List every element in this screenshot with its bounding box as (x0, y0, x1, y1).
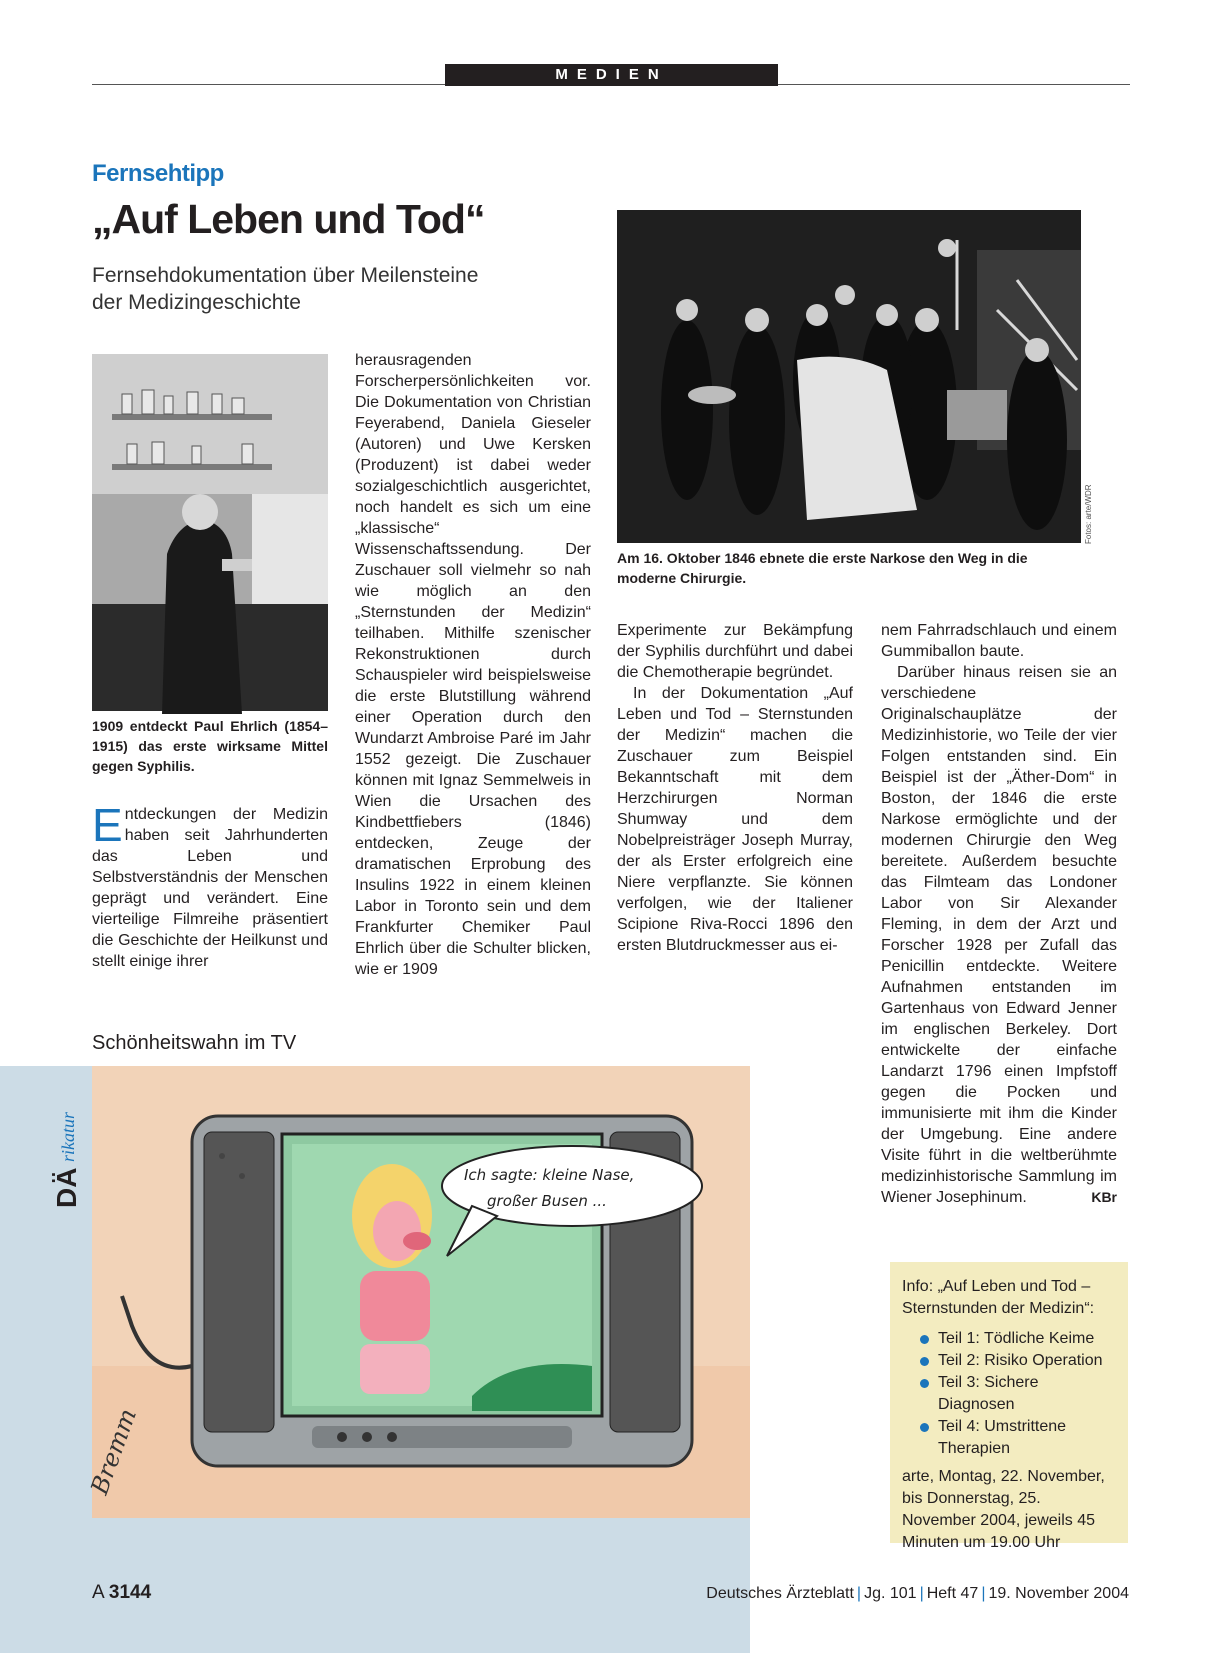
darikatur-logo (48, 1090, 88, 1210)
journal-volume: Jg. 101 (864, 1585, 917, 1602)
photo-first-anesthesia (617, 210, 1081, 543)
episode-label: Teil 2: Risiko Operation (938, 1352, 1103, 1369)
article-kicker: Fernsehtipp (92, 160, 224, 187)
episode-item (916, 1372, 1116, 1416)
speech-line-1: Ich sagte: kleine Nase, (464, 1166, 635, 1184)
column4-paragraph-1: nem Fahrradschlauch und einem Gummiballon baute. (881, 622, 1117, 660)
dropcap: E (92, 799, 123, 851)
column4-paragraph-2 (881, 662, 1117, 1208)
episode-list (902, 1328, 1116, 1460)
darikatur-logo-mark (48, 1090, 88, 1210)
page-number (92, 1582, 151, 1604)
footer-separator: | (919, 1585, 924, 1602)
photo2-caption: Am 16. Oktober 1846 ebnete die erste Narkose den Weg in die moderne Chirurgie. (617, 550, 1028, 586)
column1-text: ntdeckungen der Medizin haben seit Jahrhunderten das Leben und Selbstverständnis der Menschen geprägt und verändert. Eine vierteilige Filmreihe präsentiert die Geschichte der Heilkunst und stellt einige ihrer (92, 806, 328, 970)
cartoon-illustration (85, 1066, 750, 1518)
episode-item (916, 1416, 1116, 1460)
bullet-icon (920, 1379, 929, 1388)
footer-separator: | (981, 1585, 986, 1602)
photo-paul-ehrlich (92, 354, 328, 711)
photo-credit: Fotos: arte/WDR (1084, 484, 1093, 544)
column3-paragraph-2: In der Dokumentation „Auf Leben und Tod – Sternstunden der Medizin“ machen die Zuschauer zum Beispiel Bekanntschaft mit dem Herzchirurgen Norman Shumway und dem Nobelpreisträger Joseph Murray, der als Erster erfolgreich eine Niere verpflanzte. Sie können verfolgen, wie der Italiener Scipione Riva-Rocci 1896 den ersten Blutdruckmesser aus ei- (617, 685, 853, 954)
footer-separator: | (856, 1585, 862, 1602)
journal-name: Deutsches Ärzteblatt (706, 1585, 854, 1602)
episode-item (916, 1328, 1116, 1350)
photo1-caption: 1909 entdeckt Paul Ehrlich (1854–1915) das erste wirksame Mittel gegen Syphilis. (92, 718, 328, 774)
page-prefix: A (92, 1582, 104, 1603)
issue-date: 19. November 2004 (988, 1585, 1129, 1602)
logo-sub-text: rikatur (58, 1111, 78, 1162)
column4-paragraph-2-text: Darüber hinaus reisen sie an verschiedene Originalschauplätze der Medizinhistorie, wo Teile der vier Folgen entstanden sind. Ein Beispiel ist der „Äther-Dom“ in Boston, der 1846 die erste Narkose ermöglichte und der modernen Chirurgie den Weg bereitete. Außerdem besuchte das Filmteam das Londoner Labor von Sir Alexander Fleming, in dem der Arzt und Forscher 1928 per Zufall das Penicillin entdeckte. Weitere Aufnahmen entstanden im Gartenhaus von Edward Jenner im englischen Berkeley. Dort entwickelte der einfache Landarzt 1796 einen Impfstoff gegen die Pocken und immunisierte mit ihm die Kinder der Umgebung. Eine andere Visite führt in die weltberühmte medizinhistorische Sammlung im Wiener Josephinum. (881, 664, 1117, 1206)
broadcast-schedule: arte, Montag, 22. November, bis Donnerstag, 25. November 2004, jeweils 45 Minuten um 19.00 Uhr (902, 1468, 1105, 1551)
info-box-title: Info: „Auf Leben und Tod – Sternstunden der Medizin“: (902, 1278, 1095, 1317)
lab-scene-illustration (92, 354, 328, 711)
column2-text: herausragenden Forscherpersönlichkeiten vor. Die Dokumentation von Christian Feyerabend, Daniela Gieseler (Autoren) und Uwe Kersken (Produzent) ist dabei weder sozialgeschichtlich ausgerichtet, noch handelt es sich um eine „klassische“ Wissenschaftssendung. Der Zuschauer soll vielmehr so nah wie möglich an den „Sternstunden der Medizin“ teilhaben. Mithilfe szenischer Rekonstruktionen durch Schauspieler wird beispielsweise die erste Blutstillung während einer Operation durch den Wundarzt Ambroise Paré im Jahr 1552 gezeigt. Die Zuschauer können mit Ignaz Semmelweis in Wien die Ursachen des Kindbettfiebers (1846) entdecken, Zeuge der dramatischen Erprobung des Insulins 1922 in einem kleinen Labor in Toronto sein und dem Frankfurter Chemiker Paul Ehrlich über die Schulter blicken, wie er 1909 (355, 352, 591, 978)
bullet-icon (920, 1357, 929, 1366)
article-title: „Auf Leben und Tod“ (92, 196, 485, 242)
bullet-icon (920, 1423, 929, 1432)
episode-item (916, 1350, 1116, 1372)
section-label: MEDIEN (445, 64, 778, 86)
episode-label: Teil 3: Sichere Diagnosen (938, 1374, 1039, 1413)
artist-signature: Bremm (85, 1405, 143, 1499)
episode-label: Teil 4: Umstrittene Therapien (938, 1418, 1067, 1457)
logo-main-text: DÄ (51, 1167, 82, 1208)
column3-paragraph-1: Experimente zur Bekämpfung der Syphilis durchführt und dabei die Chemotherapie begründet. (617, 622, 853, 681)
footer-citation (706, 1585, 1129, 1603)
author-signature: KBr (1091, 1189, 1117, 1205)
speech-line-2: großer Busen ... (487, 1192, 607, 1210)
body-column-3 (617, 620, 853, 956)
cartoon-title: Schönheitswahn im TV (92, 1032, 297, 1054)
page-number-value: 3144 (108, 1582, 152, 1603)
body-column-2 (355, 350, 591, 980)
operation-scene-illustration (617, 210, 1081, 543)
body-column-4 (881, 620, 1117, 1208)
episode-label: Teil 1: Tödliche Keime (938, 1330, 1095, 1347)
body-column-1 (92, 799, 328, 972)
bullet-icon (920, 1335, 929, 1344)
journal-issue: Heft 47 (926, 1585, 979, 1602)
article-subtitle: Fernsehdokumentation über Meilensteine der Medizingeschichte (92, 264, 479, 314)
tv-cartoon-drawing (85, 1066, 750, 1518)
info-box (890, 1262, 1128, 1551)
